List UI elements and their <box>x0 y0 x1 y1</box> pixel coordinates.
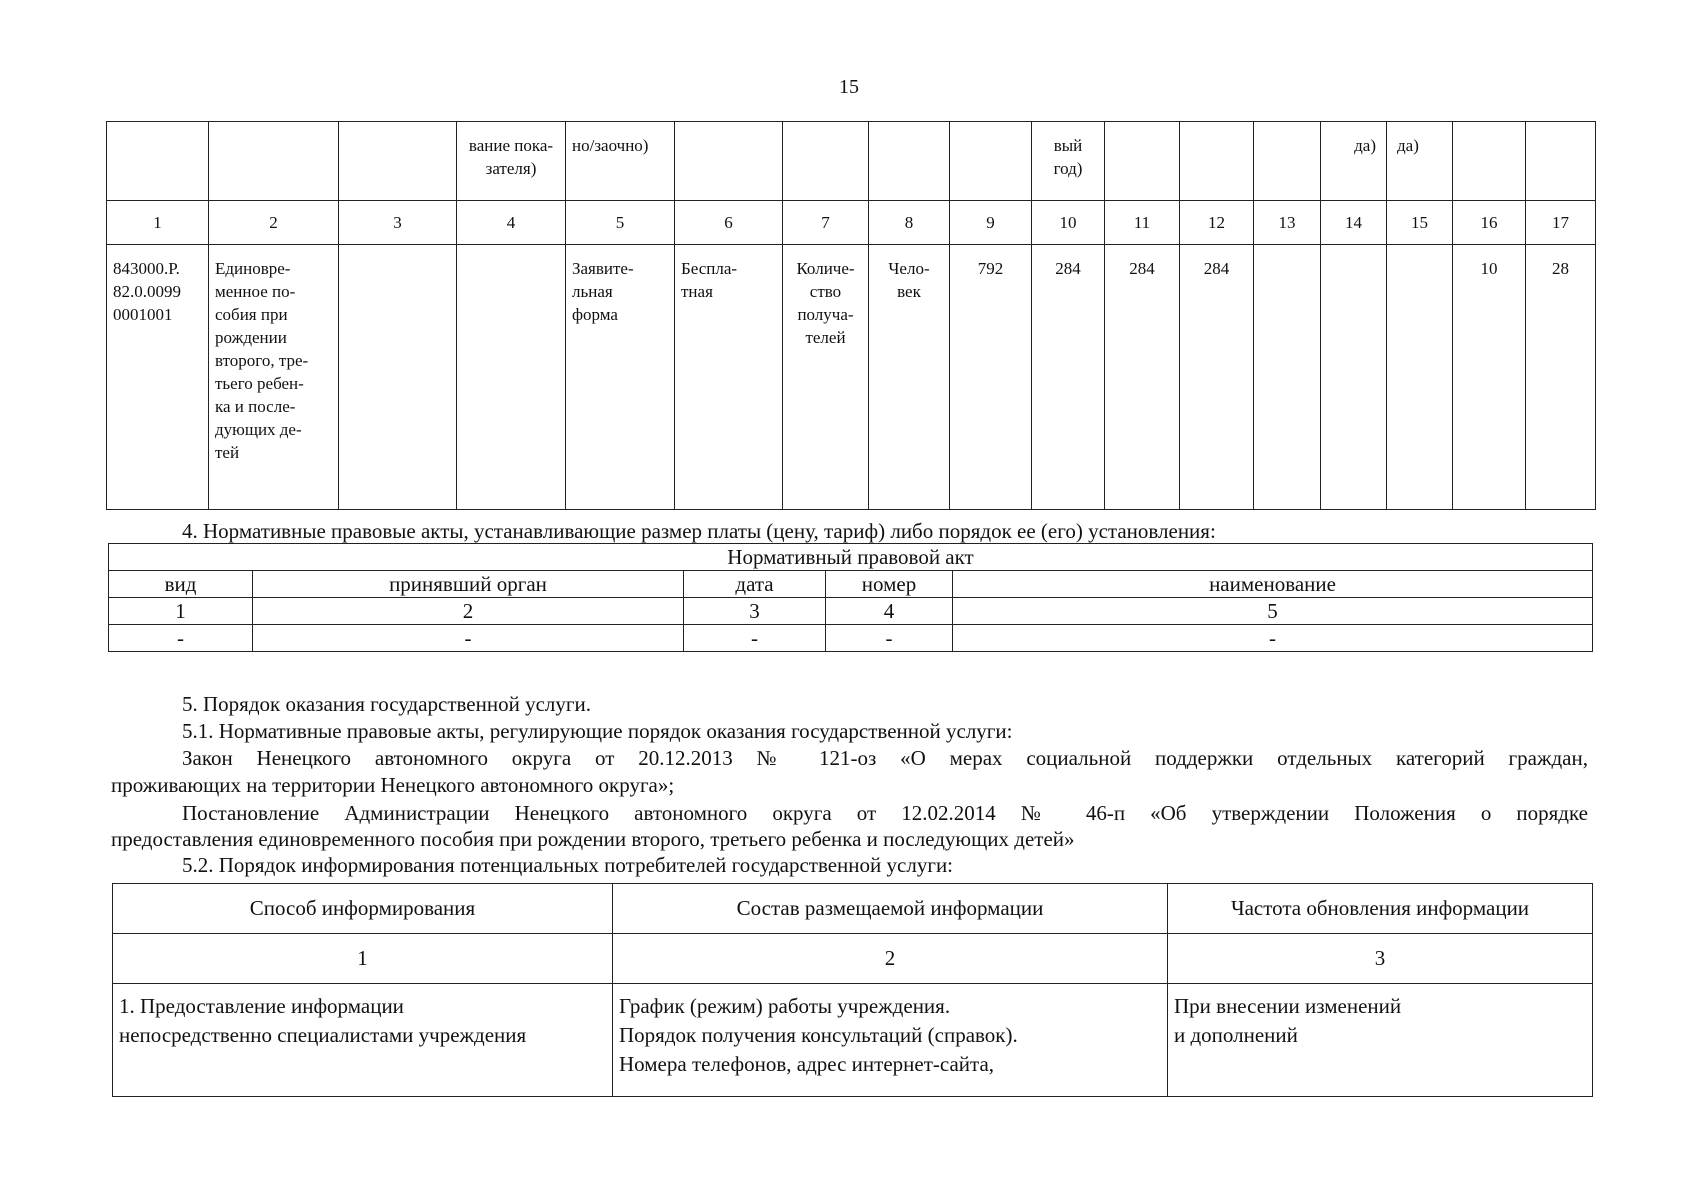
t1-header-cell <box>1180 122 1254 201</box>
t1-header-cell <box>209 122 339 201</box>
t1-col-number: 17 <box>1526 201 1596 245</box>
t1-col-number: 5 <box>566 201 675 245</box>
t2-header-row <box>109 571 1593 598</box>
t1-cell-unit: Чело- век <box>869 245 950 510</box>
table1-number-row <box>107 201 1596 245</box>
t1-cell-form: Заявите- льная форма <box>566 245 675 510</box>
section5-title: 5. Порядок оказания государственной услуги. <box>182 692 591 716</box>
t1-header-cell: да) <box>1321 122 1387 201</box>
t1-header-cell: вый год) <box>1032 122 1105 201</box>
section5-1-title: 5.1. Нормативные правовые акты, регулирующие порядок оказания государственной услуги: <box>182 719 1013 743</box>
t1-col-number: 2 <box>209 201 339 245</box>
t1-header-cell <box>675 122 783 201</box>
t2-cell: - <box>253 625 684 652</box>
table-row <box>109 625 1593 652</box>
informing-table <box>112 883 1593 1097</box>
t1-header-cell: вание пока- зателя) <box>457 122 566 201</box>
t1-col-number: 6 <box>675 201 783 245</box>
law1-line1: Закон Ненецкого автономного округа от 20.12.2013 № 121-оз «О мерах социальной поддержки отдельных категорий граждан, <box>182 746 1588 770</box>
table-row <box>107 245 1596 510</box>
t1-cell-payment: Беспла- тная <box>675 245 783 510</box>
t1-cell <box>339 245 457 510</box>
t1-header-cell <box>1526 122 1596 201</box>
law2-line1: Постановление Администрации Ненецкого автономного округа от 12.02.2014 № 46-п «Об утверждении Положения о порядке <box>182 801 1588 825</box>
service-indicators-table <box>106 121 1596 510</box>
t2-col-number: 1 <box>109 598 253 625</box>
t2-header-type: вид <box>109 571 253 598</box>
t1-cell-indicator: Количе- ство получа- телей <box>783 245 869 510</box>
t2-number-row <box>109 598 1593 625</box>
t3-cell-frequency: При внесении изменений и дополнений <box>1168 984 1593 1097</box>
t2-cell: - <box>109 625 253 652</box>
t1-col-number: 3 <box>339 201 457 245</box>
t3-header-row <box>113 884 1593 934</box>
t2-col-number: 3 <box>684 598 826 625</box>
table1-header-row <box>107 122 1596 201</box>
t1-header-cell: да) <box>1387 122 1453 201</box>
t1-col-number: 16 <box>1453 201 1526 245</box>
t1-cell-value: 284 <box>1180 245 1254 510</box>
t2-cell: - <box>684 625 826 652</box>
t1-col-number: 7 <box>783 201 869 245</box>
t3-cell-content: График (режим) работы учреждения. Порядок получения консультаций (справок). Номера телефонов, адрес интернет-сайта, <box>613 984 1168 1097</box>
t3-col-number: 1 <box>113 934 613 984</box>
t1-cell-code: 843000.Р. 82.0.0099 0001001 <box>107 245 209 510</box>
t1-cell-okei: 792 <box>950 245 1032 510</box>
t2-group-header-row <box>109 544 1593 571</box>
t1-cell-value: 284 <box>1032 245 1105 510</box>
t1-cell <box>1321 245 1387 510</box>
page-number: 15 <box>839 76 859 98</box>
section4-title: 4. Нормативные правовые акты, устанавливающие размер платы (цену, тариф) либо порядок ее (его) установления: <box>182 519 1216 543</box>
t1-cell <box>1254 245 1321 510</box>
t1-col-number: 14 <box>1321 201 1387 245</box>
payment-acts-table <box>108 543 1593 652</box>
t3-header-content: Состав размещаемой информации <box>613 884 1168 934</box>
t1-cell-service-name: Единовре- менное по- собия при рождении второго, тре- тьего ребен- ка и после- дующих де- тей <box>209 245 339 510</box>
t1-col-number: 1 <box>107 201 209 245</box>
t1-cell-value: 284 <box>1105 245 1180 510</box>
t1-col-number: 15 <box>1387 201 1453 245</box>
t3-number-row <box>113 934 1593 984</box>
t1-cell <box>457 245 566 510</box>
t1-col-number: 10 <box>1032 201 1105 245</box>
t1-header-cell <box>783 122 869 201</box>
t1-cell-value: 10 <box>1453 245 1526 510</box>
t2-col-number: 5 <box>953 598 1593 625</box>
t1-header-cell: но/заочно) <box>566 122 675 201</box>
t3-header-method: Способ информирования <box>113 884 613 934</box>
section5-2-title: 5.2. Порядок информирования потенциальных потребителей государственной услуги: <box>182 853 954 877</box>
t1-col-number: 9 <box>950 201 1032 245</box>
t1-header-cell <box>950 122 1032 201</box>
t2-cell: - <box>826 625 953 652</box>
t3-header-frequency: Частота обновления информации <box>1168 884 1593 934</box>
t1-cell <box>1387 245 1453 510</box>
t3-col-number: 2 <box>613 934 1168 984</box>
t1-header-cell <box>1254 122 1321 201</box>
t2-group-header: Нормативный правовой акт <box>109 544 1593 571</box>
t1-col-number: 8 <box>869 201 950 245</box>
t2-col-number: 4 <box>826 598 953 625</box>
law1-line2: проживающих на территории Ненецкого автономного округа»; <box>111 773 675 797</box>
table-row <box>113 984 1593 1097</box>
t2-header-date: дата <box>684 571 826 598</box>
t1-header-cell <box>869 122 950 201</box>
t1-header-cell <box>1453 122 1526 201</box>
t1-col-number: 11 <box>1105 201 1180 245</box>
t1-header-cell <box>1105 122 1180 201</box>
t3-cell-method: 1. Предоставление информации непосредственно специалистами учреждения <box>113 984 613 1097</box>
t2-header-number: номер <box>826 571 953 598</box>
law2-line2: предоставления единовременного пособия при рождении второго, третьего ребенка и последующих детей» <box>111 827 1075 851</box>
t3-col-number: 3 <box>1168 934 1593 984</box>
t1-header-cell <box>107 122 209 201</box>
t2-cell: - <box>953 625 1593 652</box>
t1-col-number: 13 <box>1254 201 1321 245</box>
t1-header-cell <box>339 122 457 201</box>
t2-col-number: 2 <box>253 598 684 625</box>
t1-col-number: 4 <box>457 201 566 245</box>
t1-cell-value: 28 <box>1526 245 1596 510</box>
t1-col-number: 12 <box>1180 201 1254 245</box>
t2-header-body: принявший орган <box>253 571 684 598</box>
t2-header-name: наименование <box>953 571 1593 598</box>
